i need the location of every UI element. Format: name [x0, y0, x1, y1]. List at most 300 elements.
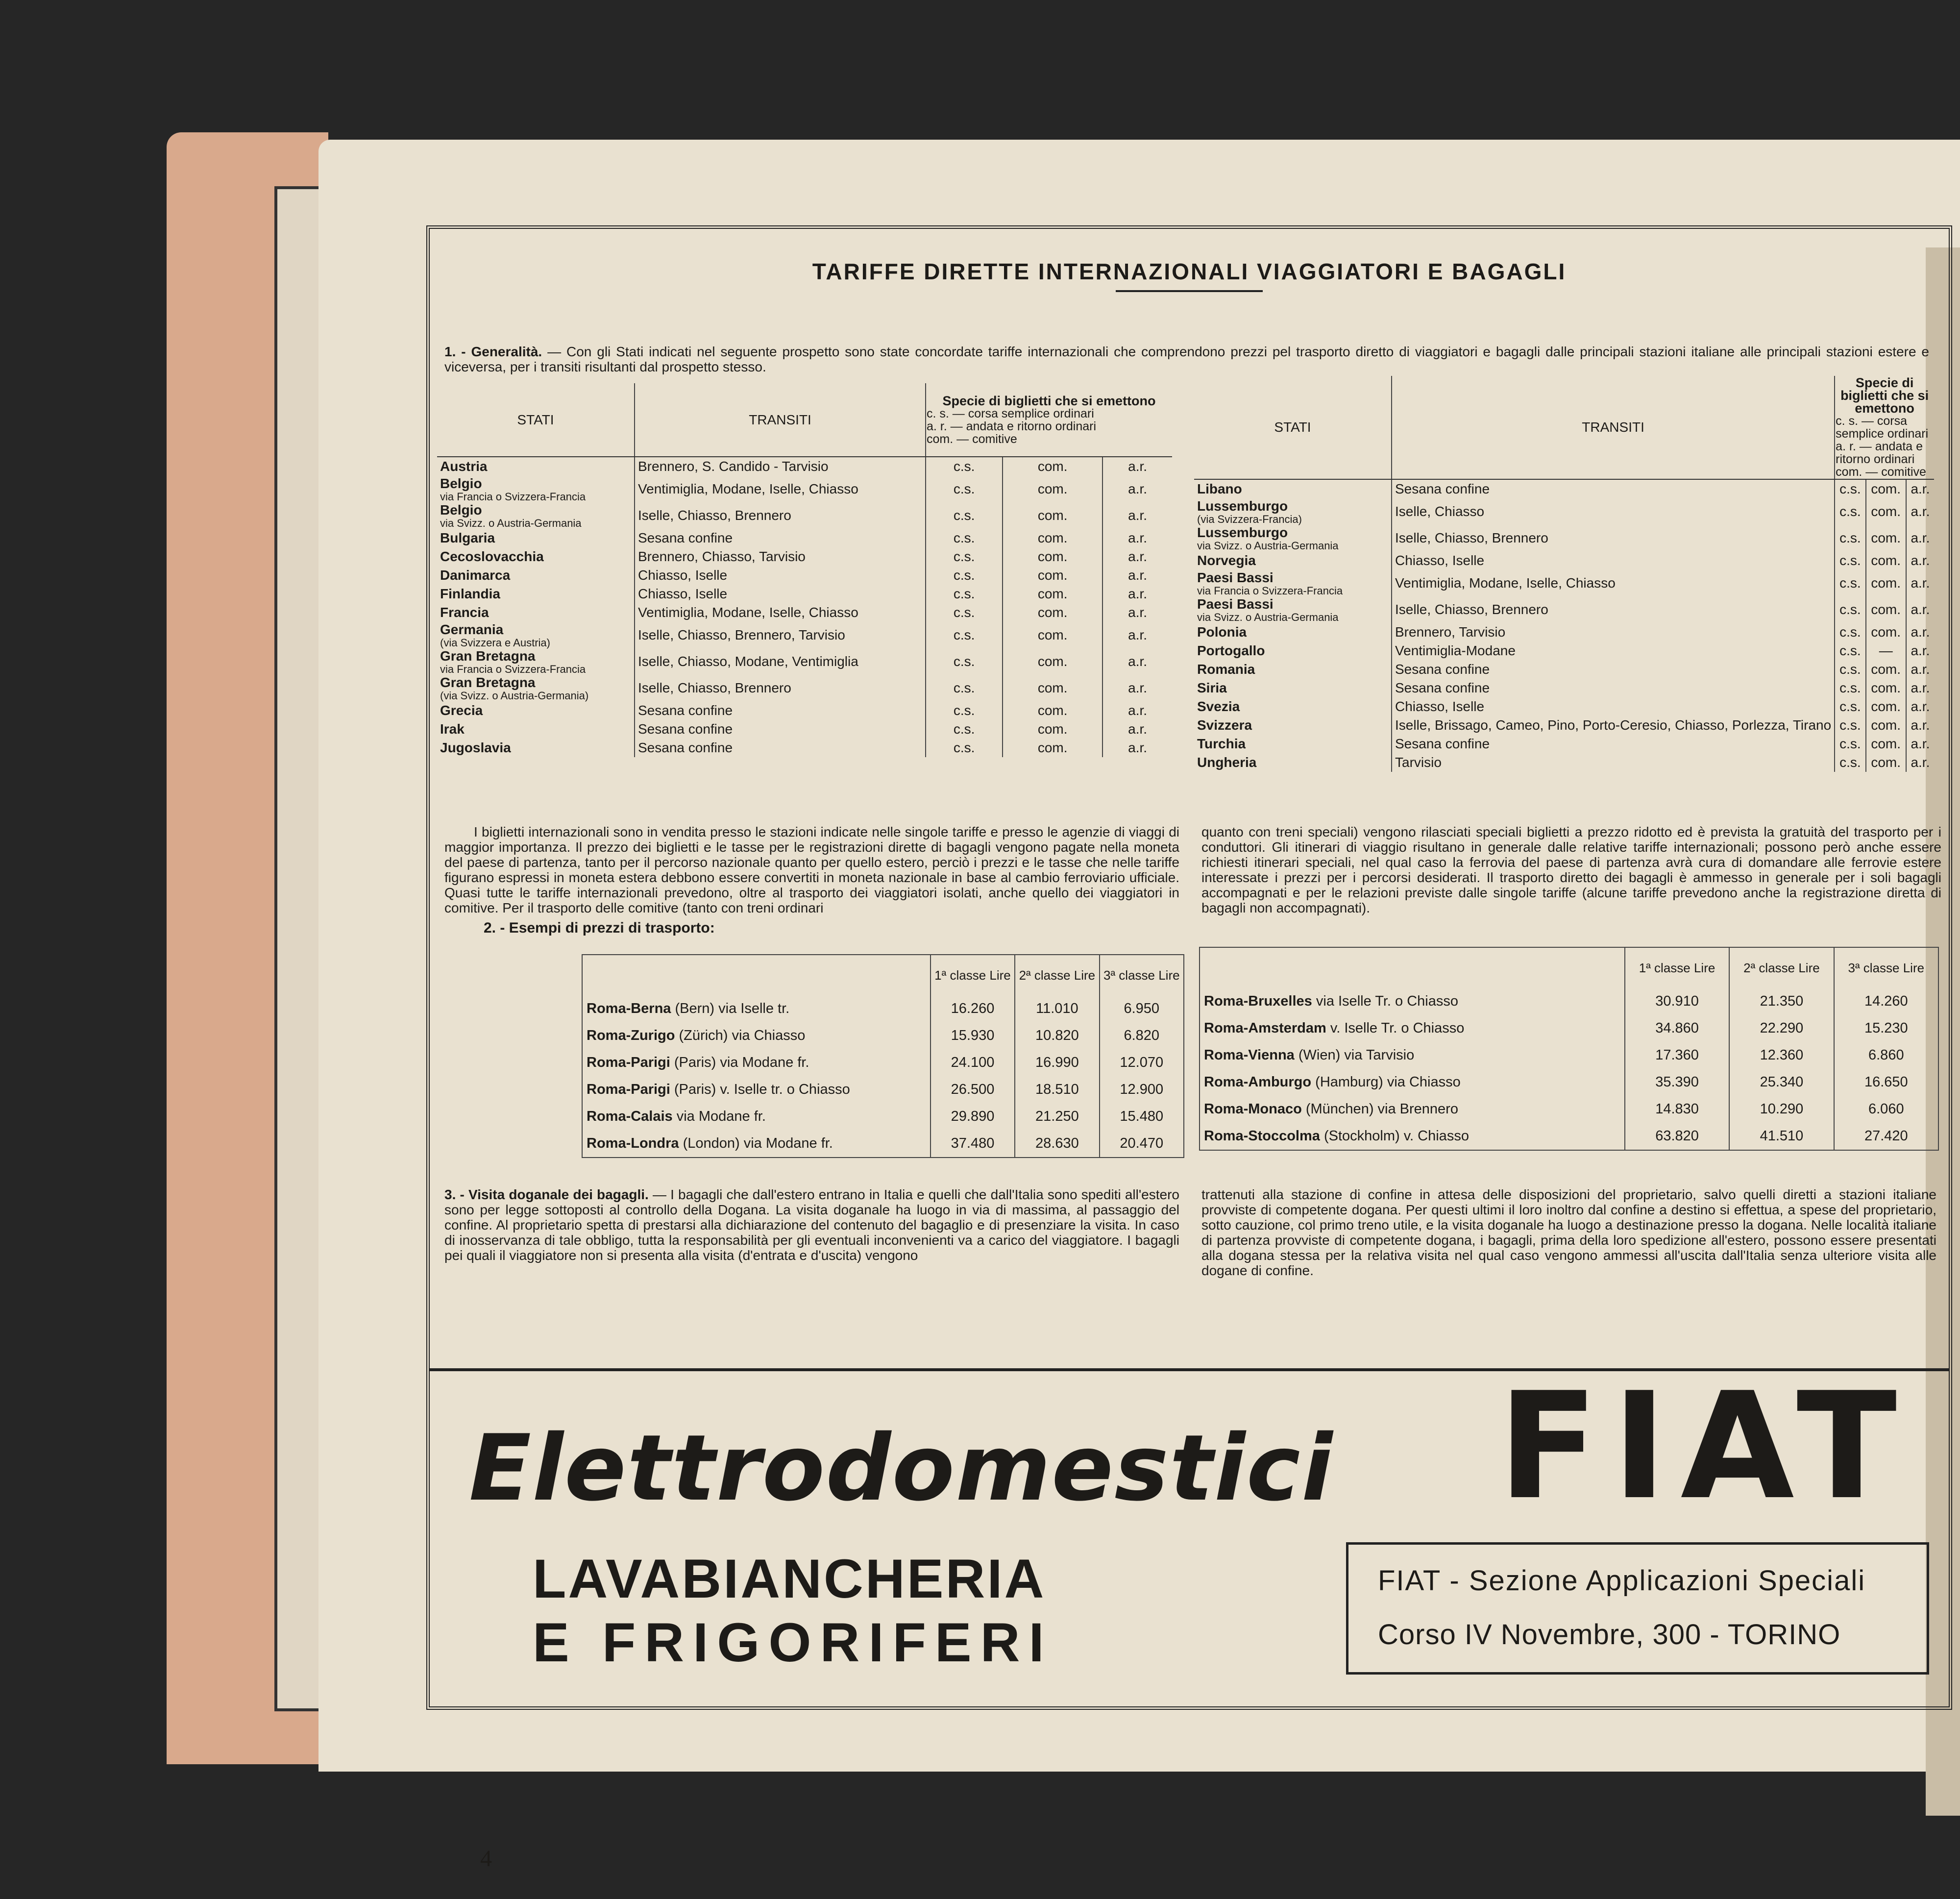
price-header-2: 2ª classe Lire — [1015, 955, 1099, 995]
ar-cell: a.r. — [1102, 603, 1172, 622]
table-row — [437, 675, 1172, 701]
route-via: via Modane fr. — [676, 1109, 766, 1124]
price-3rd: 15.230 — [1834, 1015, 1938, 1042]
price-3rd: 6.950 — [1100, 995, 1184, 1022]
price-1st: 29.890 — [931, 1103, 1015, 1130]
route-via: via Iselle Tr. o Chiasso — [1316, 993, 1459, 1009]
price-header-1-right: 1ª classe Lire — [1625, 947, 1729, 988]
table-row — [1194, 551, 1934, 570]
table-row — [1194, 498, 1934, 525]
route-name: Roma-Berna — [587, 1001, 671, 1016]
transit-cell: Iselle, Chiasso, Brennero, Tarvisio — [635, 622, 926, 648]
header-specie-right — [1835, 376, 1934, 479]
table-row — [1194, 660, 1934, 679]
state-name: Lussemburgo — [1197, 525, 1288, 540]
com-cell: com. — [1003, 585, 1102, 603]
cs-cell: c.s. — [1835, 735, 1865, 753]
transit-cell: Iselle, Chiasso, Brennero — [1392, 596, 1835, 623]
ad-address-box — [1346, 1542, 1929, 1675]
state-name: Jugoslavia — [440, 740, 511, 755]
state-name: Siria — [1197, 680, 1227, 695]
com-cell: com. — [1003, 603, 1102, 622]
price-1st: 35.390 — [1625, 1069, 1729, 1096]
com-cell: com. — [1003, 739, 1102, 757]
header-transiti-right: TRANSITI — [1392, 376, 1835, 479]
transit-cell: Ventimiglia, Modane, Iselle, Chiasso — [635, 476, 926, 502]
state-name: Norvegia — [1197, 553, 1256, 568]
table-row — [1194, 697, 1934, 716]
state-cell — [437, 502, 635, 529]
price-2nd: 41.510 — [1729, 1123, 1834, 1150]
cs-cell: c.s. — [926, 529, 1003, 547]
price-3rd: 6.860 — [1834, 1042, 1938, 1069]
route-name: Roma-Bruxelles — [1204, 993, 1312, 1009]
header-ar-right: a. r. — andata e ritorno ordinari — [1836, 440, 1923, 466]
state-cell — [1194, 641, 1392, 660]
route-name: Roma-Parigi — [587, 1082, 670, 1097]
paragraph-left: I biglietti internazionali sono in vendita presso le stazioni indicate nelle singole tariffe e presso le agenzie di viaggi di maggior importanza. Il prezzo dei biglietti e le tasse per le registrazioni dirette di bagagli vengono pagate nella moneta del paese di partenza, tanto per il percorso nazionale quanto per quello estero, perciò i prezzi e le tasse che nelle tariffe figurano espressi in moneta estera debbono essere convertiti in moneta nazionale in base al cambio ferroviario ufficiale. Quasi tutte le tariffe internazionali prevedono, oltre al trasporto dei viaggiatori isolati, anche quello dei viaggiatori in comitive. Per il trasporto delle comitive (tanto con treni ordinari — [444, 824, 1179, 915]
cs-cell: c.s. — [1835, 525, 1865, 551]
cs-cell: c.s. — [926, 566, 1003, 585]
route-via: (Zürich) via Chiasso — [679, 1028, 806, 1043]
com-cell: com. — [1866, 735, 1906, 753]
table-row — [1194, 596, 1934, 623]
header-specie-title: Specie di biglietti che si emettono — [942, 393, 1156, 408]
state-name: Gran Bretagna — [440, 675, 536, 690]
price-2nd: 11.010 — [1015, 995, 1099, 1022]
section-1-heading: 1. - Generalità. — [444, 344, 542, 359]
price-1st: 16.260 — [931, 995, 1015, 1022]
state-name: Bulgaria — [440, 530, 495, 545]
price-2nd: 10.290 — [1729, 1096, 1834, 1123]
table-row — [437, 603, 1172, 622]
ar-cell: a.r. — [1102, 457, 1172, 476]
transit-cell: Iselle, Chiasso, Brennero — [1392, 525, 1835, 551]
route-cell — [582, 1130, 931, 1158]
route-via: (Wien) via Tarvisio — [1298, 1047, 1415, 1063]
price-table-left — [582, 954, 1184, 1158]
cs-cell: c.s. — [1835, 596, 1865, 623]
state-cell — [1194, 623, 1392, 641]
price-row — [582, 995, 1184, 1022]
ar-cell: a.r. — [1102, 566, 1172, 585]
state-route: (via Svizzera e Austria) — [440, 637, 550, 649]
transit-cell: Chiasso, Iselle — [1392, 697, 1835, 716]
header-stati-right: STATI — [1194, 376, 1392, 479]
ar-cell: a.r. — [1102, 547, 1172, 566]
price-1st: 26.500 — [931, 1076, 1015, 1103]
route-via: (Paris) via Modane fr. — [674, 1055, 809, 1070]
com-cell: com. — [1003, 529, 1102, 547]
route-via: (Paris) v. Iselle tr. o Chiasso — [674, 1082, 850, 1097]
route-cell — [1200, 1096, 1625, 1123]
price-2nd: 10.820 — [1015, 1022, 1099, 1049]
transit-cell: Chiasso, Iselle — [635, 585, 926, 603]
state-cell — [1194, 570, 1392, 596]
header-com-right: com. — comitive — [1836, 465, 1926, 479]
transit-cell: Ventimiglia, Modane, Iselle, Chiasso — [635, 603, 926, 622]
cs-cell: c.s. — [926, 603, 1003, 622]
route-via: (Bern) via Iselle tr. — [675, 1001, 790, 1016]
table-row — [437, 622, 1172, 648]
ar-cell: a.r. — [1102, 675, 1172, 701]
com-cell: com. — [1003, 675, 1102, 701]
price-header-3-right: 3ª classe Lire — [1834, 947, 1938, 988]
page-title: TARIFFE DIRETTE INTERNAZIONALI VIAGGIATORI E BAGAGLI — [812, 259, 1567, 284]
state-name: Finlandia — [440, 586, 500, 601]
state-cell — [437, 476, 635, 502]
ar-cell: a.r. — [1906, 498, 1934, 525]
state-route: via Francia o Svizzera-Francia — [1197, 585, 1343, 597]
cs-cell: c.s. — [926, 502, 1003, 529]
price-3rd: 6.820 — [1100, 1022, 1184, 1049]
transit-cell: Chiasso, Iselle — [635, 566, 926, 585]
state-name: Svezia — [1197, 699, 1240, 714]
state-name: Danimarca — [440, 567, 511, 583]
state-route: via Svizz. o Austria-Germania — [1197, 540, 1339, 552]
state-name: Lussemburgo — [1197, 498, 1288, 514]
paragraph-right: quanto con treni speciali) vengono rilasciati speciali biglietti a prezzo ridotto ed è prevista la gratuità del trasporto per i conduttori. Gli itinerari di viaggio risultano in generale dalle relative tariffe internazionali; possono però anche essere richiesti itinerari speciali, nel qual caso la ferrovia del paese di partenza avrà cura di domandare alle ferrovie estere interessate i prezzi per i percorsi desiderati. Il trasporto diretto dei bagagli è ammesso in generale per i soli bagagli accompagnati e per le relazioni previste dalle singole tariffe (alcune tariffe prevedono anche la registrazione diretta di bagagli non accompagnati). — [1201, 824, 1941, 915]
route-name: Roma-Stoccolma — [1204, 1128, 1320, 1144]
tariff-table-right — [1194, 376, 1934, 772]
price-3rd: 12.070 — [1100, 1049, 1184, 1076]
state-cell — [1194, 753, 1392, 772]
route-name: Roma-Amburgo — [1204, 1074, 1312, 1090]
cs-cell: c.s. — [926, 622, 1003, 648]
table-row — [437, 502, 1172, 529]
transit-cell: Sesana confine — [635, 701, 926, 720]
section-2-heading: 2. - Esempi di prezzi di trasporto: — [484, 920, 715, 936]
ar-cell: a.r. — [1906, 525, 1934, 551]
tariff-rows-left — [437, 457, 1172, 757]
route-name: Roma-Zurigo — [587, 1028, 675, 1043]
state-name: Belgio — [440, 476, 482, 491]
state-route: (via Svizzera-Francia) — [1197, 513, 1302, 525]
price-2nd: 22.290 — [1729, 1015, 1834, 1042]
route-via: (Stockholm) v. Chiasso — [1323, 1128, 1469, 1144]
com-cell: com. — [1003, 476, 1102, 502]
price-table-right — [1199, 947, 1939, 1151]
state-name: Paesi Bassi — [1197, 570, 1274, 585]
state-cell — [1194, 551, 1392, 570]
table-row — [1194, 753, 1934, 772]
state-cell — [437, 457, 635, 476]
transit-cell: Chiasso, Iselle — [1392, 551, 1835, 570]
price-row — [1200, 1015, 1938, 1042]
route-name: Roma-Amsterdam — [1204, 1020, 1326, 1036]
ar-cell: a.r. — [1102, 529, 1172, 547]
state-name: Libano — [1197, 481, 1242, 496]
cs-cell: c.s. — [926, 476, 1003, 502]
price-2nd: 21.350 — [1729, 988, 1834, 1015]
cs-cell: c.s. — [926, 648, 1003, 675]
table-row — [437, 585, 1172, 603]
com-cell: com. — [1866, 525, 1906, 551]
header-transiti: TRANSITI — [635, 383, 926, 457]
state-cell — [1194, 716, 1392, 735]
cs-cell: c.s. — [926, 701, 1003, 720]
cs-cell: c.s. — [1835, 570, 1865, 596]
table-row — [437, 648, 1172, 675]
state-cell — [437, 675, 635, 701]
ar-cell: a.r. — [1906, 697, 1934, 716]
state-cell — [1194, 660, 1392, 679]
transit-cell: Ventimiglia, Modane, Iselle, Chiasso — [1392, 570, 1835, 596]
com-cell: com. — [1866, 753, 1906, 772]
ar-cell: a.r. — [1102, 476, 1172, 502]
price-row — [1200, 1069, 1938, 1096]
state-name: Irak — [440, 721, 465, 737]
price-row — [582, 1103, 1184, 1130]
price-header-1: 1ª classe Lire — [931, 955, 1015, 995]
price-rows-left — [582, 995, 1184, 1158]
state-name: Portogallo — [1197, 643, 1265, 658]
price-row — [1200, 1042, 1938, 1069]
price-row — [1200, 1123, 1938, 1150]
table-row — [437, 476, 1172, 502]
state-cell — [437, 648, 635, 675]
price-2nd: 12.360 — [1729, 1042, 1834, 1069]
route-name: Roma-Londra — [587, 1135, 679, 1151]
price-2nd: 21.250 — [1015, 1103, 1099, 1130]
route-via: v. Iselle Tr. o Chiasso — [1330, 1020, 1465, 1036]
price-3rd: 14.260 — [1834, 988, 1938, 1015]
com-cell: com. — [1003, 457, 1102, 476]
price-row — [1200, 988, 1938, 1015]
ar-cell: a.r. — [1906, 479, 1934, 498]
table-row — [437, 720, 1172, 739]
state-cell — [437, 529, 635, 547]
com-cell: com. — [1866, 596, 1906, 623]
state-cell — [437, 739, 635, 757]
route-cell — [1200, 1123, 1625, 1150]
header-stati: STATI — [437, 383, 635, 457]
transit-cell: Tarvisio — [1392, 753, 1835, 772]
ad-address-line-1: FIAT - Sezione Applicazioni Speciali — [1378, 1565, 1866, 1597]
table-row — [1194, 716, 1934, 735]
transit-cell: Iselle, Brissago, Cameo, Pino, Porto-Ceresio, Chiasso, Porlezza, Tirano — [1392, 716, 1835, 735]
price-3rd: 12.900 — [1100, 1076, 1184, 1103]
state-cell — [437, 701, 635, 720]
state-name: Grecia — [440, 703, 483, 718]
price-3rd: 15.480 — [1100, 1103, 1184, 1130]
com-cell: com. — [1866, 697, 1906, 716]
price-3rd: 16.650 — [1834, 1069, 1938, 1096]
state-cell — [1194, 735, 1392, 753]
ar-cell: a.r. — [1906, 551, 1934, 570]
route-cell — [582, 1103, 931, 1130]
tariff-table-left — [437, 383, 1172, 757]
price-row — [582, 1049, 1184, 1076]
ad-address-line-2: Corso IV Novembre, 300 - TORINO — [1378, 1619, 1841, 1651]
state-name: Turchia — [1197, 736, 1246, 751]
price-3rd: 27.420 — [1834, 1123, 1938, 1150]
state-cell — [437, 585, 635, 603]
ar-cell: a.r. — [1102, 622, 1172, 648]
com-cell: com. — [1866, 623, 1906, 641]
ar-cell: a.r. — [1906, 623, 1934, 641]
route-cell — [582, 1049, 931, 1076]
cs-cell: c.s. — [926, 675, 1003, 701]
com-cell: com. — [1003, 720, 1102, 739]
price-2nd: 28.630 — [1015, 1130, 1099, 1158]
cs-cell: c.s. — [926, 739, 1003, 757]
ar-cell: a.r. — [1906, 753, 1934, 772]
section-1-text — [444, 344, 1929, 374]
state-route: via Svizz. o Austria-Germania — [1197, 611, 1339, 623]
table-row — [1194, 525, 1934, 551]
com-cell: com. — [1866, 679, 1906, 697]
price-1st: 17.360 — [1625, 1042, 1729, 1069]
com-cell: com. — [1866, 479, 1906, 498]
route-name: Roma-Monaco — [1204, 1101, 1302, 1117]
title-rule — [1116, 290, 1263, 292]
ar-cell: a.r. — [1102, 739, 1172, 757]
cs-cell: c.s. — [1835, 697, 1865, 716]
ar-cell: a.r. — [1102, 701, 1172, 720]
price-header-3: 3ª classe Lire — [1100, 955, 1184, 995]
header-cs-right: c. s. — corsa semplice ordinari — [1836, 414, 1929, 441]
state-name: Cecoslovacchia — [440, 549, 544, 564]
cs-cell: c.s. — [926, 547, 1003, 566]
ar-cell: a.r. — [1102, 720, 1172, 739]
ar-cell: a.r. — [1906, 735, 1934, 753]
state-cell — [1194, 498, 1392, 525]
state-name: Belgio — [440, 502, 482, 518]
table-row — [437, 547, 1172, 566]
route-cell — [582, 1022, 931, 1049]
price-1st: 34.860 — [1625, 1015, 1729, 1042]
header-cs: c. s. — corsa semplice ordinari — [927, 406, 1094, 420]
com-cell: com. — [1003, 648, 1102, 675]
ar-cell: a.r. — [1102, 585, 1172, 603]
com-cell: com. — [1003, 701, 1102, 720]
state-cell — [437, 720, 635, 739]
state-cell — [437, 566, 635, 585]
price-1st: 24.100 — [931, 1049, 1015, 1076]
state-route: via Francia o Svizzera-Francia — [440, 491, 586, 503]
table-row — [1194, 623, 1934, 641]
transit-cell: Sesana confine — [635, 739, 926, 757]
ar-cell: a.r. — [1102, 502, 1172, 529]
header-specie-title-right: Specie di biglietti che si emettono — [1840, 375, 1929, 416]
com-cell: com. — [1866, 570, 1906, 596]
state-name: Romania — [1197, 662, 1255, 677]
page-number: 4 — [480, 1846, 492, 1872]
state-name: Paesi Bassi — [1197, 596, 1274, 612]
route-name: Roma-Calais — [587, 1109, 673, 1124]
com-cell: com. — [1003, 566, 1102, 585]
header-ar: a. r. — andata e ritorno ordinari — [927, 419, 1097, 433]
cs-cell: c.s. — [1835, 753, 1865, 772]
com-cell: com. — [1866, 660, 1906, 679]
route-via: (Hamburg) via Chiasso — [1315, 1074, 1461, 1090]
route-name: Roma-Parigi — [587, 1055, 670, 1070]
com-cell: com. — [1003, 622, 1102, 648]
price-rows-right — [1200, 988, 1938, 1150]
state-cell — [1194, 697, 1392, 716]
cs-cell: c.s. — [1835, 660, 1865, 679]
state-cell — [437, 622, 635, 648]
transit-cell: Sesana confine — [1392, 660, 1835, 679]
state-route: via Svizz. o Austria-Germania — [440, 517, 582, 529]
route-cell — [1200, 1042, 1625, 1069]
table-row — [1194, 735, 1934, 753]
price-1st: 14.830 — [1625, 1096, 1729, 1123]
table-row — [1194, 570, 1934, 596]
price-row — [582, 1130, 1184, 1158]
state-cell — [1194, 679, 1392, 697]
tariff-rows-right — [1194, 479, 1934, 772]
table-row — [1194, 479, 1934, 498]
route-cell — [582, 995, 931, 1022]
ar-cell: a.r. — [1906, 716, 1934, 735]
price-row — [582, 1022, 1184, 1049]
section-3-right: trattenuti alla stazione di confine in attesa delle disposizioni del proprietario, salvo quelli diretti a stazioni italiane provviste di competente dogana. Per questi ultimi il loro inoltro dal confine a destino si effettua, a spese del proprietario, sotto cauzione, col primo treno utile, e la visita doganale ha luogo a destinazione presso la dogana. Nelle località italiane di partenza provviste di competente dogana, i bagagli, prima della loro spedizione all'estero, possono essere presentati alla dogana stessa per la relativa visita nel qual caso vengono ammessi all'uscita dall'Italia senza ulteriore visita alle dogane di confine. — [1201, 1187, 1936, 1278]
price-1st: 63.820 — [1625, 1123, 1729, 1150]
price-row — [582, 1076, 1184, 1103]
price-3rd: 20.470 — [1100, 1130, 1184, 1158]
transit-cell: Ventimiglia-Modane — [1392, 641, 1835, 660]
table-row — [1194, 679, 1934, 697]
header-com: com. — comitive — [927, 432, 1017, 446]
cs-cell: c.s. — [1835, 623, 1865, 641]
ad-headline: Elettrodomestici — [469, 1415, 1334, 1521]
cs-cell: c.s. — [1835, 498, 1865, 525]
com-cell: com. — [1866, 551, 1906, 570]
ad-product-line-1: LAVABIANCHERIA — [533, 1548, 1046, 1609]
transit-cell: Brennero, Chiasso, Tarvisio — [635, 547, 926, 566]
section-3-body-left: — I bagagli che dall'estero entrano in Italia e quelli che dall'Italia sono spediti all'estero sono per legge sottoposti al controllo della Dogana. La visita doganale ha luogo in via di massima, al passaggio del confine. Al proprietario spetta di prestarsi alla dichiarazione del contenuto del bagaglio e di presenziare la visita. In caso di inosservanza di tale obbligo, tutta la responsabilità per gli eventuali inconvenienti va a carico del viaggiatore. I bagagli pei quali il viaggiatore non si presenta alla visita (d'entrata e d'uscita) vengono — [444, 1187, 1180, 1263]
state-name: Austria — [440, 459, 488, 474]
state-name: Gran Bretagna — [440, 648, 536, 664]
transit-cell: Brennero, Tarvisio — [1392, 623, 1835, 641]
cs-cell: c.s. — [1835, 641, 1865, 660]
table-row — [437, 739, 1172, 757]
state-cell — [1194, 525, 1392, 551]
table-row — [437, 529, 1172, 547]
route-via: (London) via Modane fr. — [683, 1135, 833, 1151]
state-route: (via Svizz. o Austria-Germania) — [440, 690, 589, 702]
state-name: Ungheria — [1197, 755, 1257, 770]
price-2nd: 25.340 — [1729, 1069, 1834, 1096]
state-cell — [1194, 596, 1392, 623]
state-name: Francia — [440, 605, 489, 620]
cs-cell: c.s. — [926, 457, 1003, 476]
com-cell: com. — [1003, 502, 1102, 529]
ar-cell: a.r. — [1906, 641, 1934, 660]
cs-cell: c.s. — [926, 720, 1003, 739]
transit-cell: Iselle, Chiasso — [1392, 498, 1835, 525]
ar-cell: a.r. — [1906, 660, 1934, 679]
transit-cell: Brennero, S. Candido - Tarvisio — [635, 457, 926, 476]
transit-cell: Sesana confine — [635, 529, 926, 547]
state-name: Polonia — [1197, 624, 1247, 640]
route-via: (München) via Brennero — [1305, 1101, 1458, 1117]
state-name: Germania — [440, 622, 504, 637]
state-cell — [1194, 479, 1392, 498]
cs-cell: c.s. — [1835, 479, 1865, 498]
price-1st: 30.910 — [1625, 988, 1729, 1015]
table-row — [437, 566, 1172, 585]
transit-cell: Sesana confine — [1392, 735, 1835, 753]
transit-cell: Sesana confine — [1392, 679, 1835, 697]
state-cell — [437, 547, 635, 566]
cs-cell: c.s. — [1835, 716, 1865, 735]
cs-cell: c.s. — [926, 585, 1003, 603]
transit-cell: Sesana confine — [635, 720, 926, 739]
com-cell: com. — [1866, 716, 1906, 735]
